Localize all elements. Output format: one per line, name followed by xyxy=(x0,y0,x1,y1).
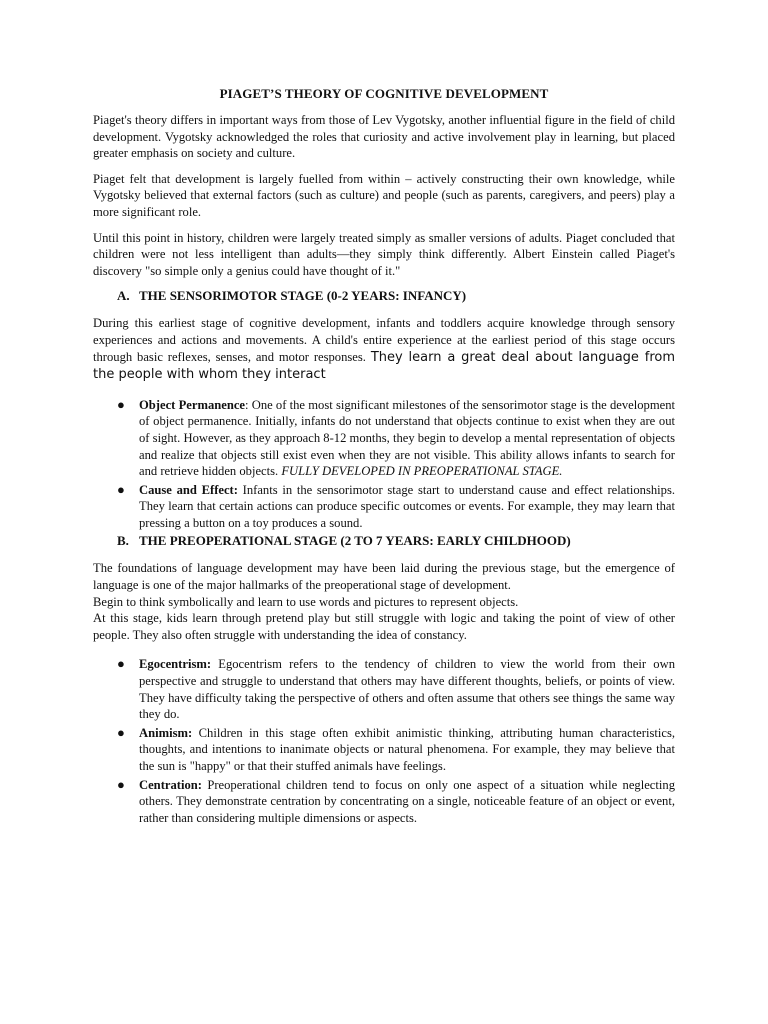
bullet-text: Infants in the sensorimotor stage start to understand cause and effect relationships. They learn that certain actions can produce specific outcomes or events. For example, they may learn that pressing a button on a toy produces a sound. xyxy=(139,482,675,530)
bullet-term: Animism: xyxy=(139,725,193,740)
intro-paragraph-1: Piaget's theory differs in important ways from those of Lev Vygotsky, another influential figure in the field of child development. Vygotsky acknowledged the roles that curiosity and active involvement play in learning, but placed greater emphasis on society and culture. xyxy=(93,113,675,161)
intro-paragraph-2: Piaget felt that development is largely fuelled from within – actively constructing their own knowledge, while Vygotsky believed that external factors (such as culture) and people (such as parents, caregivers, and peers) play a more significant role. xyxy=(93,171,675,219)
section-b-paragraph-3: At this stage, kids learn through pretend play but still struggle with logic and taking the point of view of other people. They also often struggle with understanding the idea of constancy. xyxy=(93,611,675,642)
section-b-heading xyxy=(93,533,675,549)
intro-paragraph-3: Until this point in history, children were largely treated simply as smaller versions of adults. Piaget concluded that children were not less intelligent than adults—they simply think differently. Albert Einstein called Piaget's discovery "so simple only a genius could have thought of it." xyxy=(93,230,675,278)
section-a-letter: A. xyxy=(117,288,130,304)
bullet-text: Children in this stage often exhibit animistic thinking, attributing human characteristics, thoughts, and intentions to inanimate objects or natural phenomena. For example, they may believe that the sun is "happy" or that their stuffed animals have feelings. xyxy=(139,725,675,773)
section-b-title: THE PREOPERATIONAL STAGE (2 TO 7 YEARS: EARLY CHILDHOOD) xyxy=(139,533,571,549)
bullet-note: FULLY DEVELOPED IN PREOPERATIONAL STAGE. xyxy=(281,464,563,479)
bullet-icon: ● xyxy=(117,776,125,792)
section-a-paragraph xyxy=(93,315,675,383)
section-a-paragraph-text: During this earliest stage of cognitive development, infants and toddlers acquire knowledge through sensory experiences and actions and movements. A child's entire experience at the earliest period of this stage occurs through basic reflexes, senses, and motor responses. xyxy=(93,316,675,364)
bullet-text: : One of the most significant milestones of the sensorimotor stage is the development of object permanence. Initially, infants do not understand that objects continue to exist when they are out of sight. However, as they approach 8-12 months, they begin to develop a mental representation of objects and realize that objects still exist even when they are not visible. This ability allows infants to search for and retrieve hidden objects. xyxy=(139,397,676,479)
bullet-icon: ● xyxy=(117,656,125,672)
bullet-text: Egocentrism refers to the tendency of children to view the world from their own perspective and struggle to understand that others may have different thoughts, beliefs, or points of view. They have difficulty taking the perspective of others and often assume that others see things the same way they do. xyxy=(139,657,675,722)
bullet-term: Egocentrism: xyxy=(139,657,212,672)
section-a-bullet-list xyxy=(93,397,675,532)
bullet-term: Centration: xyxy=(139,777,202,792)
bullet-term: Object Permanence xyxy=(139,397,246,412)
bullet-term: Cause and Effect: xyxy=(139,482,238,497)
bullet-text: Preoperational children tend to focus on only one aspect of a situation while neglecting others. They demonstrate centration by concentrating on a single, noticeable feature of an object or event, rather than considering multiple dimensions or aspects. xyxy=(139,777,675,825)
section-b-paragraph-2: Begin to think symbolically and learn to use words and pictures to represent objects. xyxy=(93,594,519,609)
document-title: PIAGET’S THEORY OF COGNITIVE DEVELOPMENT xyxy=(219,86,549,101)
section-a-callout: They learn a great deal about language from the people with whom they interact xyxy=(93,349,676,383)
section-a-title: THE SENSORIMOTOR STAGE (0-2 YEARS: INFANCY) xyxy=(139,288,467,304)
bullet-icon: ● xyxy=(117,396,125,412)
list-item xyxy=(117,396,676,480)
section-b-letter: B. xyxy=(117,533,129,549)
section-b-paragraph-1: The foundations of language development may have been laid during the previous stage, but the emergence of language is one of the major hallmarks of the preoperational stage of development. xyxy=(93,561,675,593)
bullet-icon: ● xyxy=(117,724,125,740)
list-item xyxy=(117,656,675,722)
section-b-bullet-list xyxy=(93,656,675,826)
section-a-heading xyxy=(93,288,675,304)
list-item xyxy=(117,481,675,532)
bullet-icon: ● xyxy=(117,481,125,497)
list-item xyxy=(117,724,675,775)
list-item xyxy=(117,776,675,827)
